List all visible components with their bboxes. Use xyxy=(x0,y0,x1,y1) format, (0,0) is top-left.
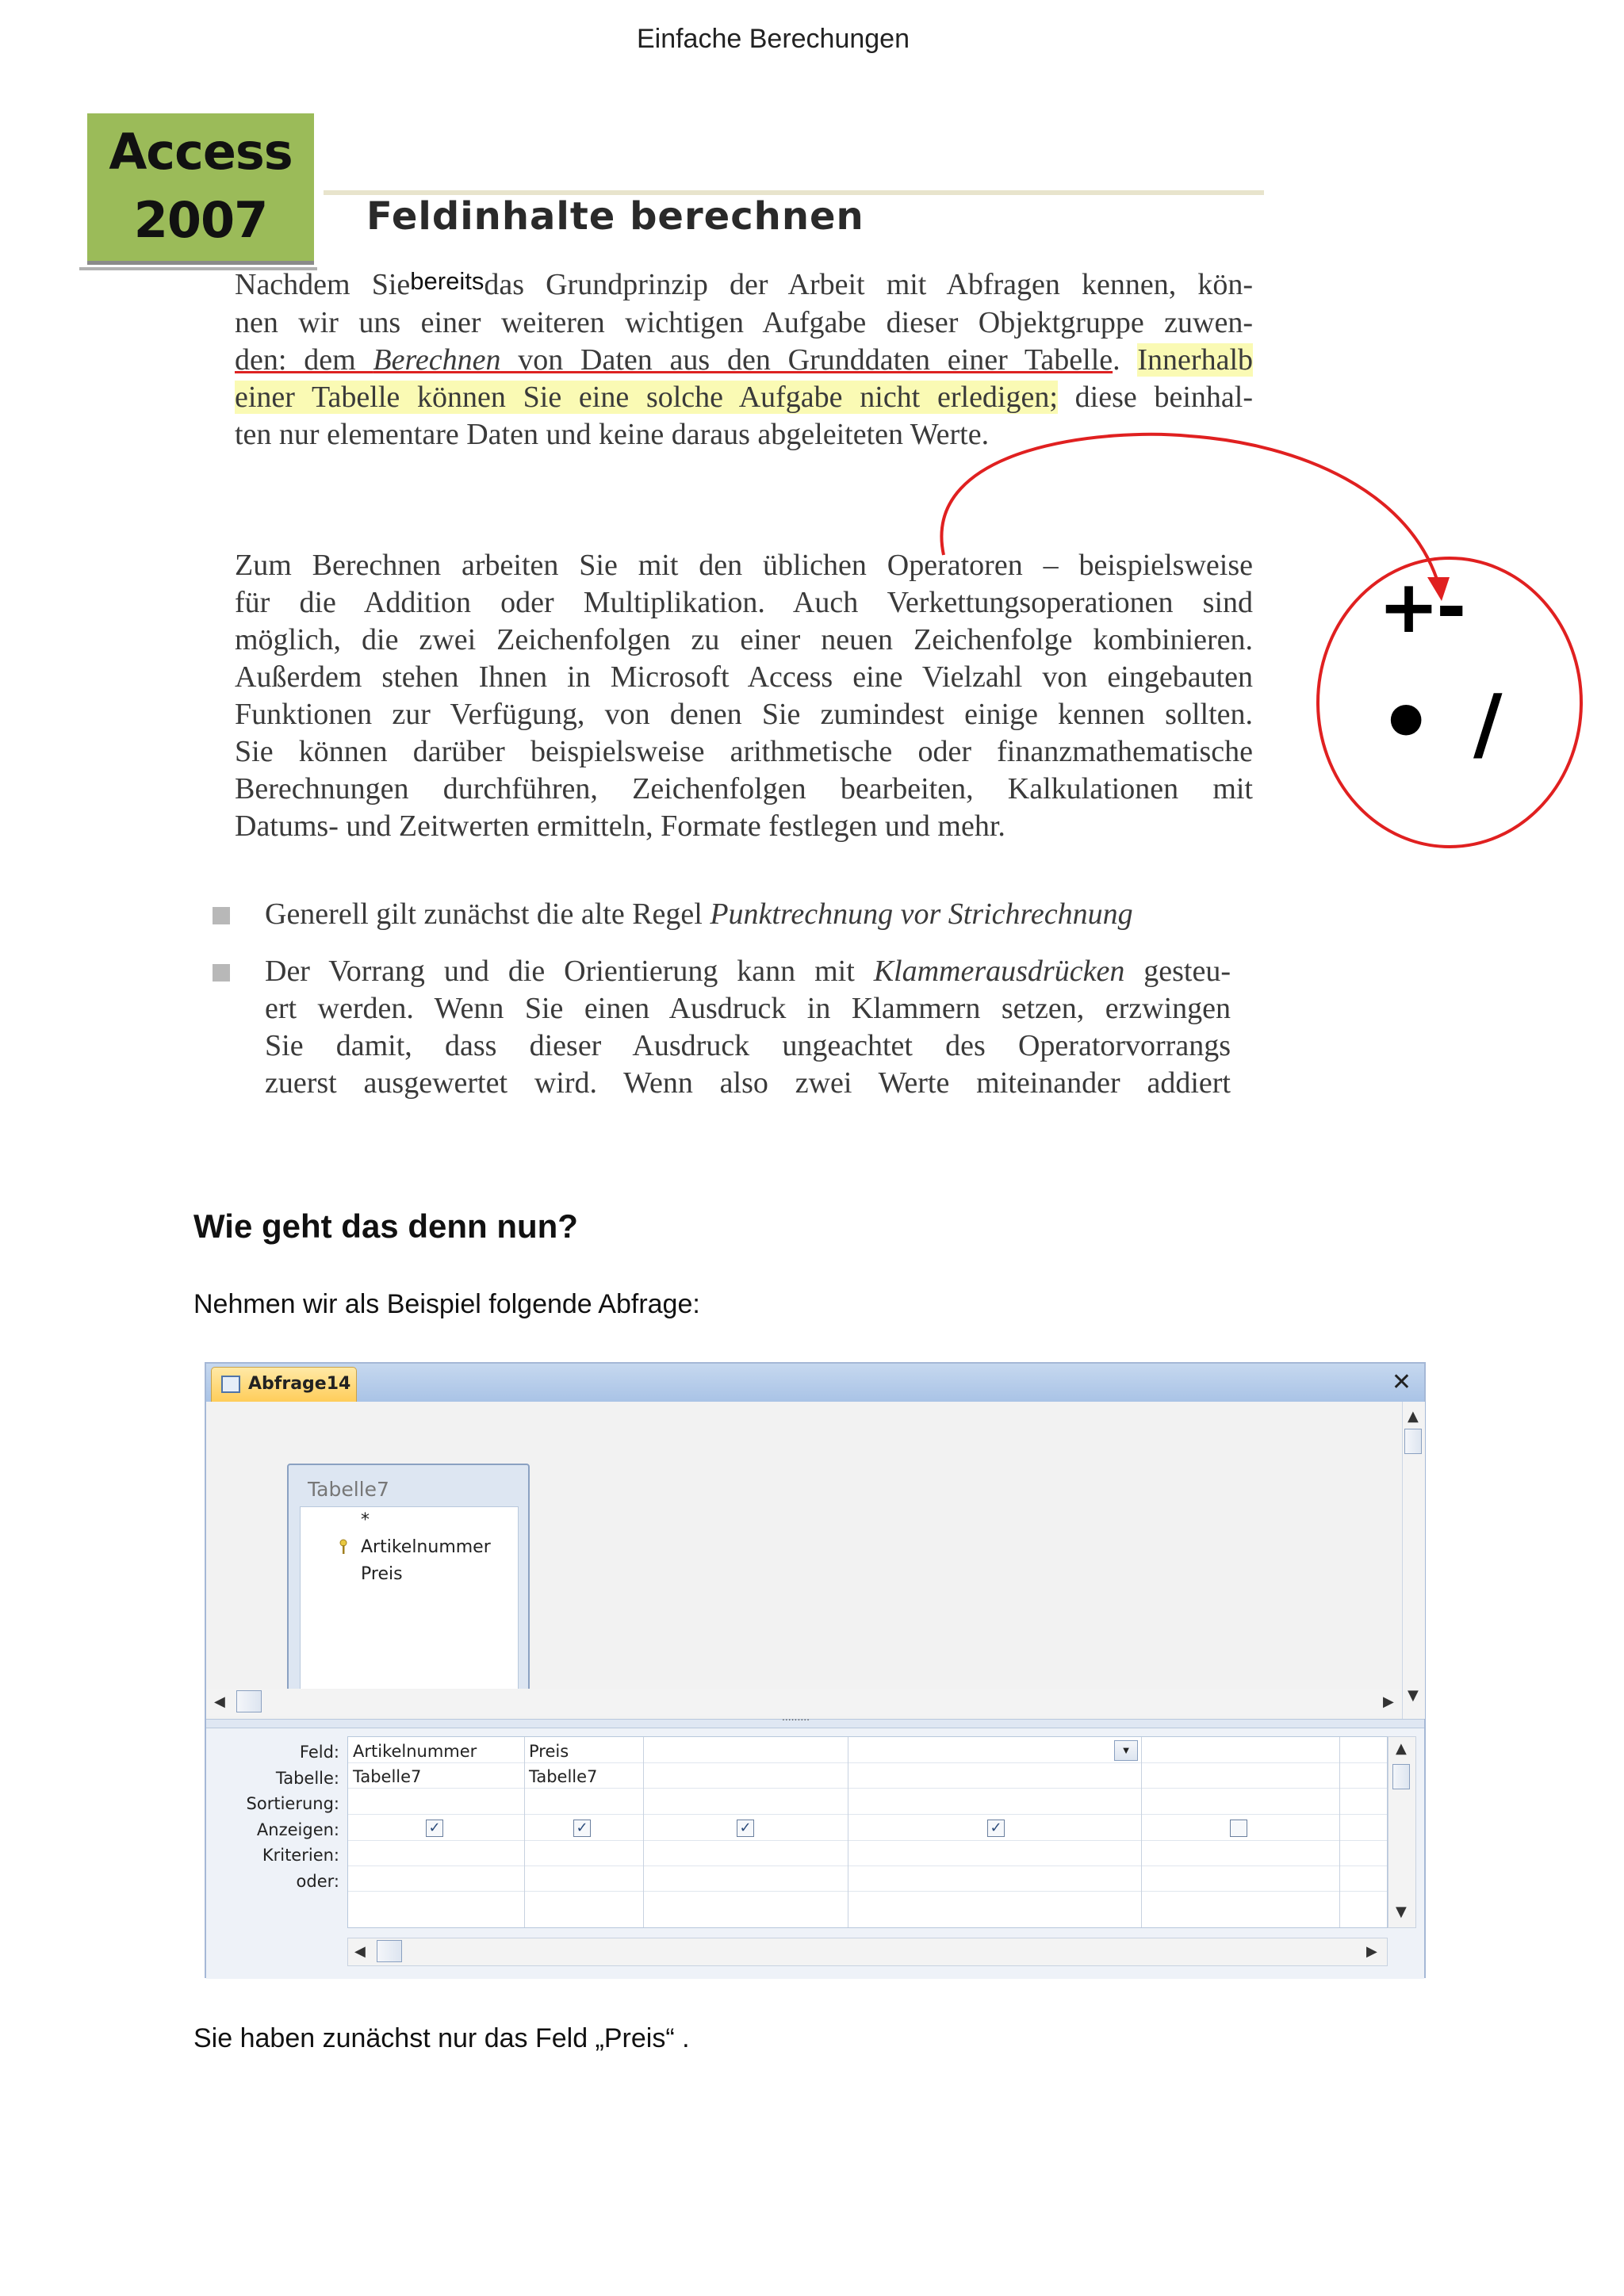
scan-p2-line: Berechnungen durchführen, Zeichenfolgen bearbeiten, Kalkulationen mit xyxy=(235,772,1253,806)
highlighted-text: einer Tabelle können Sie eine solche Aufgabe nicht erledigen; xyxy=(235,381,1058,414)
table-pane xyxy=(206,1402,1402,1719)
scroll-thumb[interactable] xyxy=(1392,1764,1410,1789)
scan-p1-line-4: einer Tabelle können Sie eine solche Aufgabe nicht erledigen; diese beinhal- xyxy=(235,381,1253,414)
grid-col-divider xyxy=(1141,1737,1142,1927)
upper-vertical-scrollbar[interactable] xyxy=(1402,1402,1425,1719)
field-item-artikelnummer[interactable]: Artikelnummer xyxy=(361,1537,491,1557)
grid-row-divider xyxy=(348,1762,1387,1763)
grid-row-divider xyxy=(348,1788,1387,1789)
scan-b2-line: Der Vorrang und die Orientierung kann mit Klammerausdrücken gesteu- xyxy=(265,955,1231,988)
scroll-down-icon[interactable]: ▼ xyxy=(1408,1687,1419,1704)
grid-col-divider xyxy=(1339,1737,1340,1927)
field-item-all[interactable]: * xyxy=(361,1510,370,1530)
scan-p1-line-2: nen wir uns einer weiteren wichtigen Aufgabe dieser Objektgruppe zuwen- xyxy=(235,306,1253,339)
row-label-tabelle: Tabelle: xyxy=(275,1768,339,1788)
query-design-grid[interactable] xyxy=(347,1736,1388,1928)
scan-heading: Feldinhalte berechnen xyxy=(366,194,864,239)
field-list xyxy=(300,1506,519,1695)
table-field-list[interactable] xyxy=(287,1464,530,1705)
tab-abfrage14[interactable] xyxy=(211,1367,357,1402)
scan-p2-line: Datums- und Zeitwerten ermitteln, Formate festlegen und mehr. xyxy=(235,809,1005,843)
scroll-right-icon[interactable]: ▶ xyxy=(1383,1693,1394,1710)
grid-vertical-scrollbar[interactable] xyxy=(1388,1736,1416,1928)
query-design-window xyxy=(205,1362,1426,1978)
outro-text: Sie haben zunächst nur das Feld „Preis“ . xyxy=(193,2023,690,2053)
section-heading: Wie geht das denn nun? xyxy=(193,1207,578,1245)
row-label-anzeigen: Anzeigen: xyxy=(256,1820,339,1839)
grid-cell-feld[interactable]: Preis xyxy=(529,1742,569,1761)
scroll-thumb[interactable] xyxy=(377,1940,402,1962)
scan-b2-line: zuerst ausgewertet wird. Wenn also zwei Werte miteinander addiert xyxy=(265,1066,1231,1100)
scroll-left-icon[interactable]: ◀ xyxy=(354,1943,366,1960)
scan-p2-line: für die Addition oder Multiplikation. Auch Verkettungsoperationen sind xyxy=(235,586,1253,619)
scroll-right-icon[interactable]: ▶ xyxy=(1366,1943,1377,1960)
grid-row-divider xyxy=(348,1814,1387,1815)
scan-b2-line: Sie damit, dass dieser Ausdruck ungeachtet des Operatorvorrangs xyxy=(265,1029,1231,1062)
operators-plus-minus: +- xyxy=(1378,564,1464,649)
page-header-title: Einfache Berechungen xyxy=(636,24,910,54)
field-item-preis[interactable]: Preis xyxy=(361,1564,403,1584)
scan-p1-line-1: Nachdem Siebereitsdas Grundprinzip der Arbeit mit Abfragen kennen, kön- xyxy=(235,267,1253,301)
annotation-arrow-curve xyxy=(941,434,1439,587)
scroll-up-icon[interactable]: ▲ xyxy=(1396,1740,1407,1757)
query-icon xyxy=(221,1376,240,1393)
show-checkbox-col5[interactable] xyxy=(1230,1820,1247,1837)
badge-line-1: Access xyxy=(109,123,293,181)
show-checkbox-col4[interactable]: ✓ xyxy=(987,1820,1005,1837)
design-grid-pane xyxy=(206,1728,1424,1979)
scan-p2-line: Sie können darüber beispielsweise arithmetische oder finanzmathematische xyxy=(235,735,1253,768)
scroll-up-icon[interactable]: ▲ xyxy=(1408,1408,1419,1425)
handwritten-note-bereits: bereits xyxy=(410,267,485,295)
show-checkbox-col3[interactable]: ✓ xyxy=(737,1820,754,1837)
scroll-thumb[interactable] xyxy=(236,1690,262,1712)
badge-line-2: 2007 xyxy=(133,191,268,249)
scan-bullet-1: Generell gilt zunächst die alte Regel Punktrechnung vor Strichrechnung xyxy=(265,897,1133,931)
intro-text: Nehmen wir als Beispiel folgende Abfrage: xyxy=(193,1289,700,1319)
scan-b2-line: ert werden. Wenn Sie einen Ausdruck in Klammern setzen, erzwingen xyxy=(265,992,1231,1025)
window-tab-strip xyxy=(206,1364,1424,1402)
scan-p2-line: möglich, die zwei Zeichenfolgen zu einer neuen Zeichenfolge kombinieren. xyxy=(235,623,1253,656)
operator-divide-slash: / xyxy=(1473,677,1503,770)
grid-cell-tabelle[interactable]: Tabelle7 xyxy=(529,1767,598,1786)
grid-row-divider xyxy=(348,1840,1387,1841)
grid-cell-tabelle[interactable]: Tabelle7 xyxy=(353,1767,422,1786)
scan-p2-line: Zum Berechnen arbeiten Sie mit den üblichen Operatoren – beispielsweise xyxy=(235,549,1253,582)
pane-splitter[interactable] xyxy=(206,1710,1424,1728)
operator-multiply-dot: • xyxy=(1378,672,1434,773)
scroll-left-icon[interactable]: ◀ xyxy=(214,1693,225,1710)
primary-key-icon xyxy=(339,1539,348,1555)
row-label-sortierung: Sortierung: xyxy=(246,1794,339,1813)
splitter-grip: ......... xyxy=(782,1710,810,1723)
close-icon[interactable]: ✕ xyxy=(1391,1368,1411,1396)
row-label-kriterien: Kriterien: xyxy=(262,1846,339,1865)
scan-p1-line-3: den: dem Berechnen von Daten aus den Grunddaten einer Tabelle. Innerhalb xyxy=(235,343,1254,377)
scroll-down-icon[interactable]: ▼ xyxy=(1396,1904,1407,1920)
row-label-feld: Feld: xyxy=(299,1743,339,1762)
table-field-list-title: Tabelle7 xyxy=(308,1478,389,1501)
grid-row-divider xyxy=(348,1891,1387,1892)
field-dropdown-icon[interactable]: ▼ xyxy=(1114,1740,1138,1761)
scan-p1-line-5: ten nur elementare Daten und keine daraus abgeleiteten Werte. xyxy=(235,418,990,451)
grid-col-divider xyxy=(524,1737,525,1927)
grid-cell-feld[interactable]: Artikelnummer xyxy=(353,1742,477,1761)
scroll-thumb[interactable] xyxy=(1404,1429,1422,1454)
grid-horizontal-scrollbar[interactable] xyxy=(347,1938,1388,1966)
scan-p2-line: Außerdem stehen Ihnen in Microsoft Access eine Vielzahl von eingebauten xyxy=(235,660,1253,694)
show-checkbox-col2[interactable]: ✓ xyxy=(573,1820,591,1837)
show-checkbox-col1[interactable]: ✓ xyxy=(426,1820,443,1837)
tab-label: Abfrage14 xyxy=(248,1374,351,1394)
grid-col-divider xyxy=(643,1737,644,1927)
row-label-oder: oder: xyxy=(296,1871,339,1891)
scan-p2-line: Funktionen zur Verfügung, von denen Sie zumindest einige kennen sollten. xyxy=(235,698,1253,731)
grid-row-labels xyxy=(206,1739,339,1894)
